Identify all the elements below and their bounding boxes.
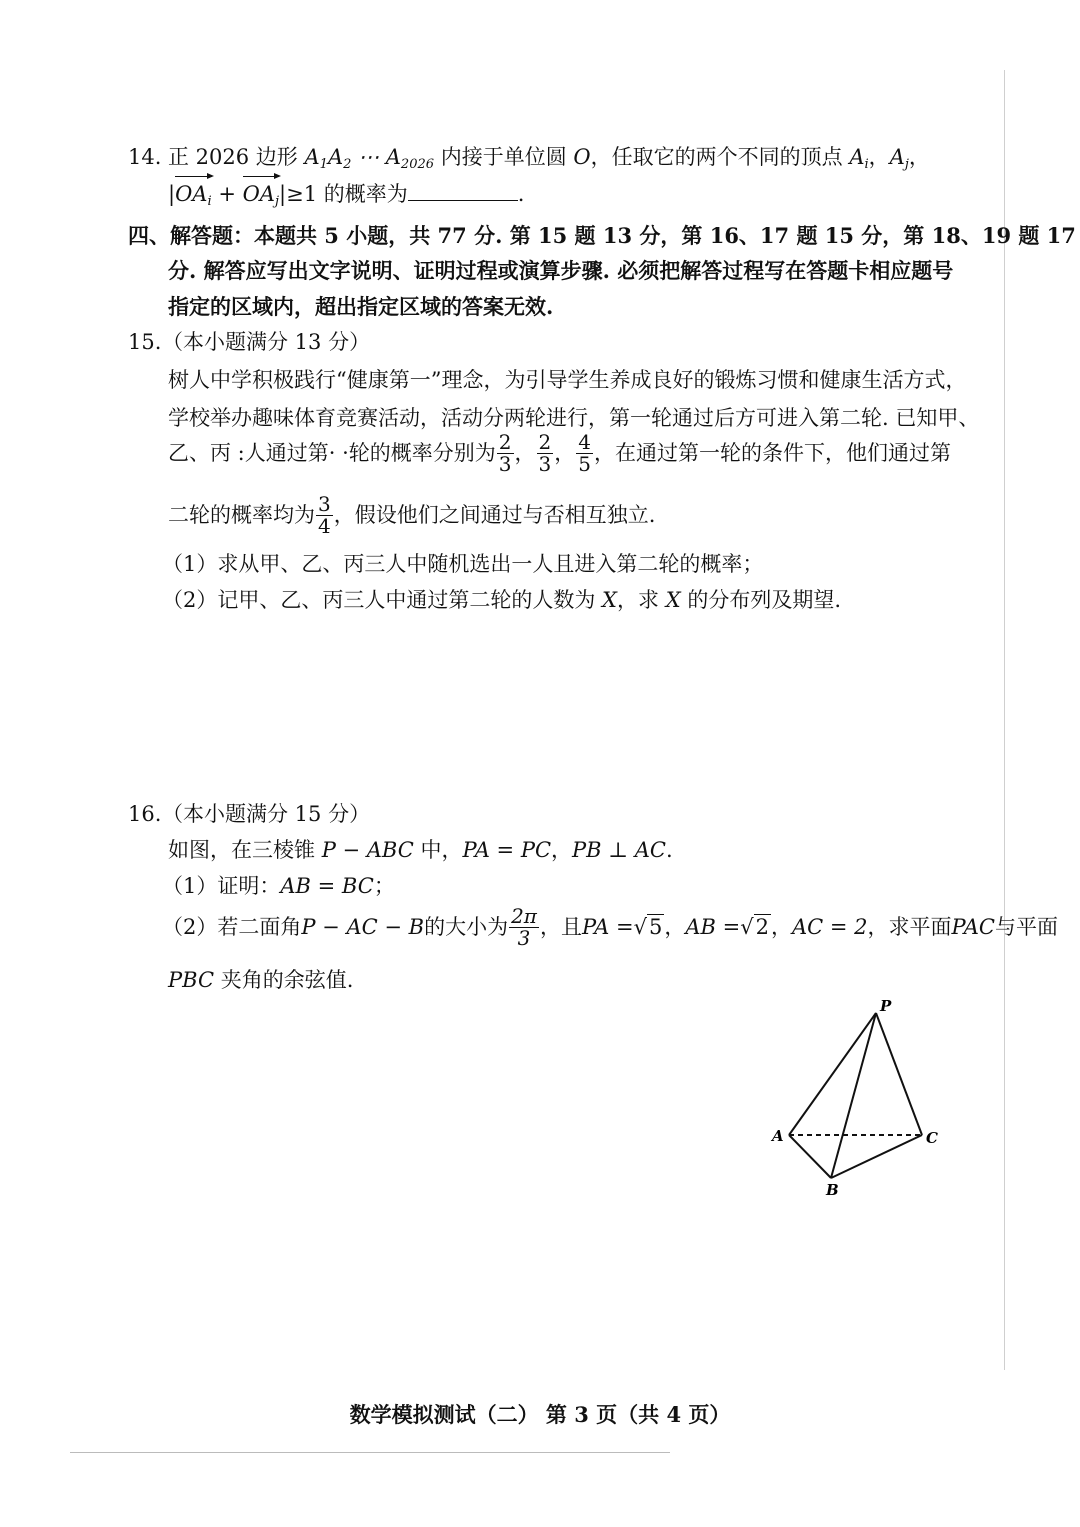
- section-4-line-3: 指定的区域内，超出指定区域的答案无效.: [168, 294, 554, 319]
- fraction-2-3-b: $\frac{2}{3}$: [538, 430, 552, 476]
- edge-pa: [789, 1013, 876, 1135]
- q16-para-1: 如图，在三棱锥 P − ABC 中，PA = PC，PB ⊥ AC.: [168, 838, 673, 862]
- q15-para-3: 乙、丙 :人通过第· ·轮的概率分别为 $\frac{2}{3}$ ， $\frac{2}{3}$ ， $\frac{4}{5}$ ，在通过第一轮的条件下，他们通过第: [168, 430, 951, 476]
- q15-para-4: 二轮的概率均为 $\frac{3}{4}$ ，假设他们之间通过与否相互独立.: [168, 492, 656, 538]
- fraction-4-5: $\frac{4}{5}$: [578, 430, 591, 476]
- label-c: C: [926, 1129, 938, 1147]
- q15-para-1: 树人中学积极践行“健康第一”理念，为引导学生养成良好的锻炼习惯和健康生活方式，: [168, 368, 967, 392]
- vertex-ai: $A_i$: [849, 145, 869, 172]
- pyramid-figure: [760, 995, 960, 1200]
- edge-ab: [789, 1135, 831, 1178]
- q15-subquestion-1: （1）求从甲、乙、丙三人中随机选出一人且进入第二轮的概率；: [162, 552, 764, 576]
- sqrt-5: √5: [633, 914, 663, 939]
- label-a: A: [772, 1127, 784, 1145]
- q16-number: 16.: [128, 802, 162, 826]
- fraction-3-4: $\frac{3}{4}$: [318, 492, 331, 538]
- q15-header: （本小题满分 13 分）: [162, 330, 371, 354]
- polygon-name: $A_1A_2$ ⋯ $A_{2026}$: [304, 145, 435, 172]
- vector-oaj: $OA_j$: [243, 182, 279, 207]
- q16-subquestion-2: （2）若二面角 P − AC − B 的大小为 $\frac{2\pi}{3}$ ，且 PA = √5 ， AB = √2 ， AC = 2 ，求平面 PAC 与平面: [162, 904, 1058, 950]
- edge-pb: [831, 1013, 876, 1178]
- q14-number: 14.: [128, 145, 162, 169]
- vector-oai: $OA_i$: [175, 182, 212, 207]
- edge-bc: [831, 1135, 922, 1178]
- page-edge-line: [1004, 70, 1005, 1370]
- q15-subquestion-2: （2）记甲、乙、丙三人中通过第二轮的人数为 X，求 X 的分布列及期望.: [162, 588, 841, 612]
- sqrt-2: √2: [740, 914, 769, 939]
- q14-line-1: 正 2026 边形 $A_1A_2$ ⋯ $A_{2026}$ 内接于单位圆 O，任取它的两个不同的顶点 $A_i$，$A_j$，: [168, 145, 930, 172]
- section-4-line-2: 分. 解答应写出文字说明、证明过程或演算步骤. 必须把解答过程写在答题卡相应题号: [168, 258, 954, 283]
- q14-line-2: | $OA_i$ + $OA_j|\ge 1$ 的概率为 .: [168, 182, 524, 207]
- page-footer: 数学模拟测试（二） 第 3 页（共 4 页）: [349, 1402, 731, 1427]
- edge-pc: [876, 1013, 922, 1135]
- vertex-aj: $A_j$: [889, 145, 909, 172]
- q16-header: （本小题满分 15 分）: [162, 802, 371, 826]
- answer-blank: [408, 200, 518, 201]
- section-4-heading: 四、解答题：本题共 5 小题，共 77 分. 第 15 题 13 分，第 16、17 题 15 分，第 18、19 题 17: [128, 223, 1076, 248]
- fraction-2-3-a: $\frac{2}{3}$: [498, 430, 512, 476]
- label-b: B: [826, 1181, 839, 1199]
- label-p: P: [880, 997, 892, 1015]
- q16-subquestion-1: （1）证明：AB = BC；: [162, 874, 395, 898]
- q15-para-2: 学校举办趣味体育竞赛活动，活动分两轮进行，第一轮通过后方可进入第二轮. 已知甲、: [168, 406, 980, 430]
- fraction-2pi-3: $\frac{2\pi}{3}$: [511, 904, 537, 950]
- abs-bar: |: [168, 182, 176, 206]
- bottom-rule: [70, 1452, 670, 1453]
- q15-number: 15.: [128, 330, 162, 354]
- q16-last-line: PBC 夹角的余弦值.: [168, 968, 354, 992]
